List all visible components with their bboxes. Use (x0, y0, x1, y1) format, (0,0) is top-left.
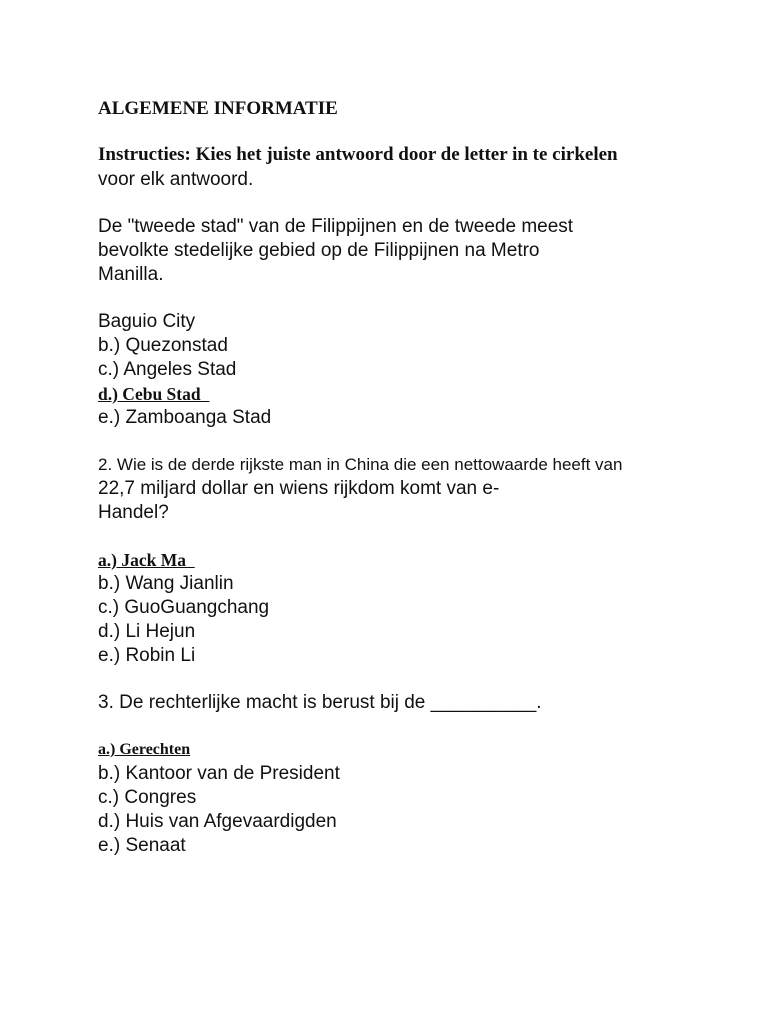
document-heading: ALGEMENE INFORMATIE (98, 98, 338, 119)
answer-option: Baguio City (98, 311, 196, 332)
answer-option: c.) Congres (98, 787, 197, 808)
instructions-bold: Instructies: Kies het juiste antwoord door de letter in te cirkelen (98, 144, 618, 165)
answer-option: e.) Senaat (98, 835, 186, 856)
question-1 (98, 215, 698, 430)
answer-option: d.) Huis van Afgevaardigden (98, 811, 337, 832)
answer-option: c.) Angeles Stad (98, 359, 237, 380)
answer-option: b.) Wang Jianlin (98, 573, 234, 594)
question-3 (98, 691, 698, 858)
answer-option: e.) Zamboanga Stad (98, 407, 272, 428)
instructions-rest: voor elk antwoord. (98, 169, 254, 190)
question-text-line: Handel? (98, 502, 169, 523)
question-text-line: Manilla. (98, 264, 164, 285)
answer-option: b.) Quezonstad (98, 335, 228, 356)
question-text-line: bevolkte stedelijke gebied op de Filippijnen na Metro (98, 240, 540, 261)
answer-option: d.) Li Hejun (98, 621, 196, 642)
correct-answer-option: a.) Jack Ma (98, 550, 195, 570)
question-2 (98, 453, 698, 668)
answer-option: e.) Robin Li (98, 645, 196, 666)
question-text-line: De "tweede stad" van de Filippijnen en de tweede meest (98, 216, 574, 237)
question-text-line: 3. De rechterlijke macht is berust bij de __________. (98, 692, 542, 713)
correct-answer-option: d.) Cebu Stad (98, 384, 210, 404)
document-page (98, 96, 698, 858)
correct-answer-option: a.) Gerechten (98, 741, 191, 758)
question-text-line: 2. Wie is de derde rijkste man in China die een nettowaarde heeft van (98, 455, 623, 474)
question-text-line: 22,7 miljard dollar en wiens rijkdom komt van e- (98, 478, 500, 499)
answer-option: c.) GuoGuangchang (98, 597, 270, 618)
answer-option: b.) Kantoor van de President (98, 763, 340, 784)
